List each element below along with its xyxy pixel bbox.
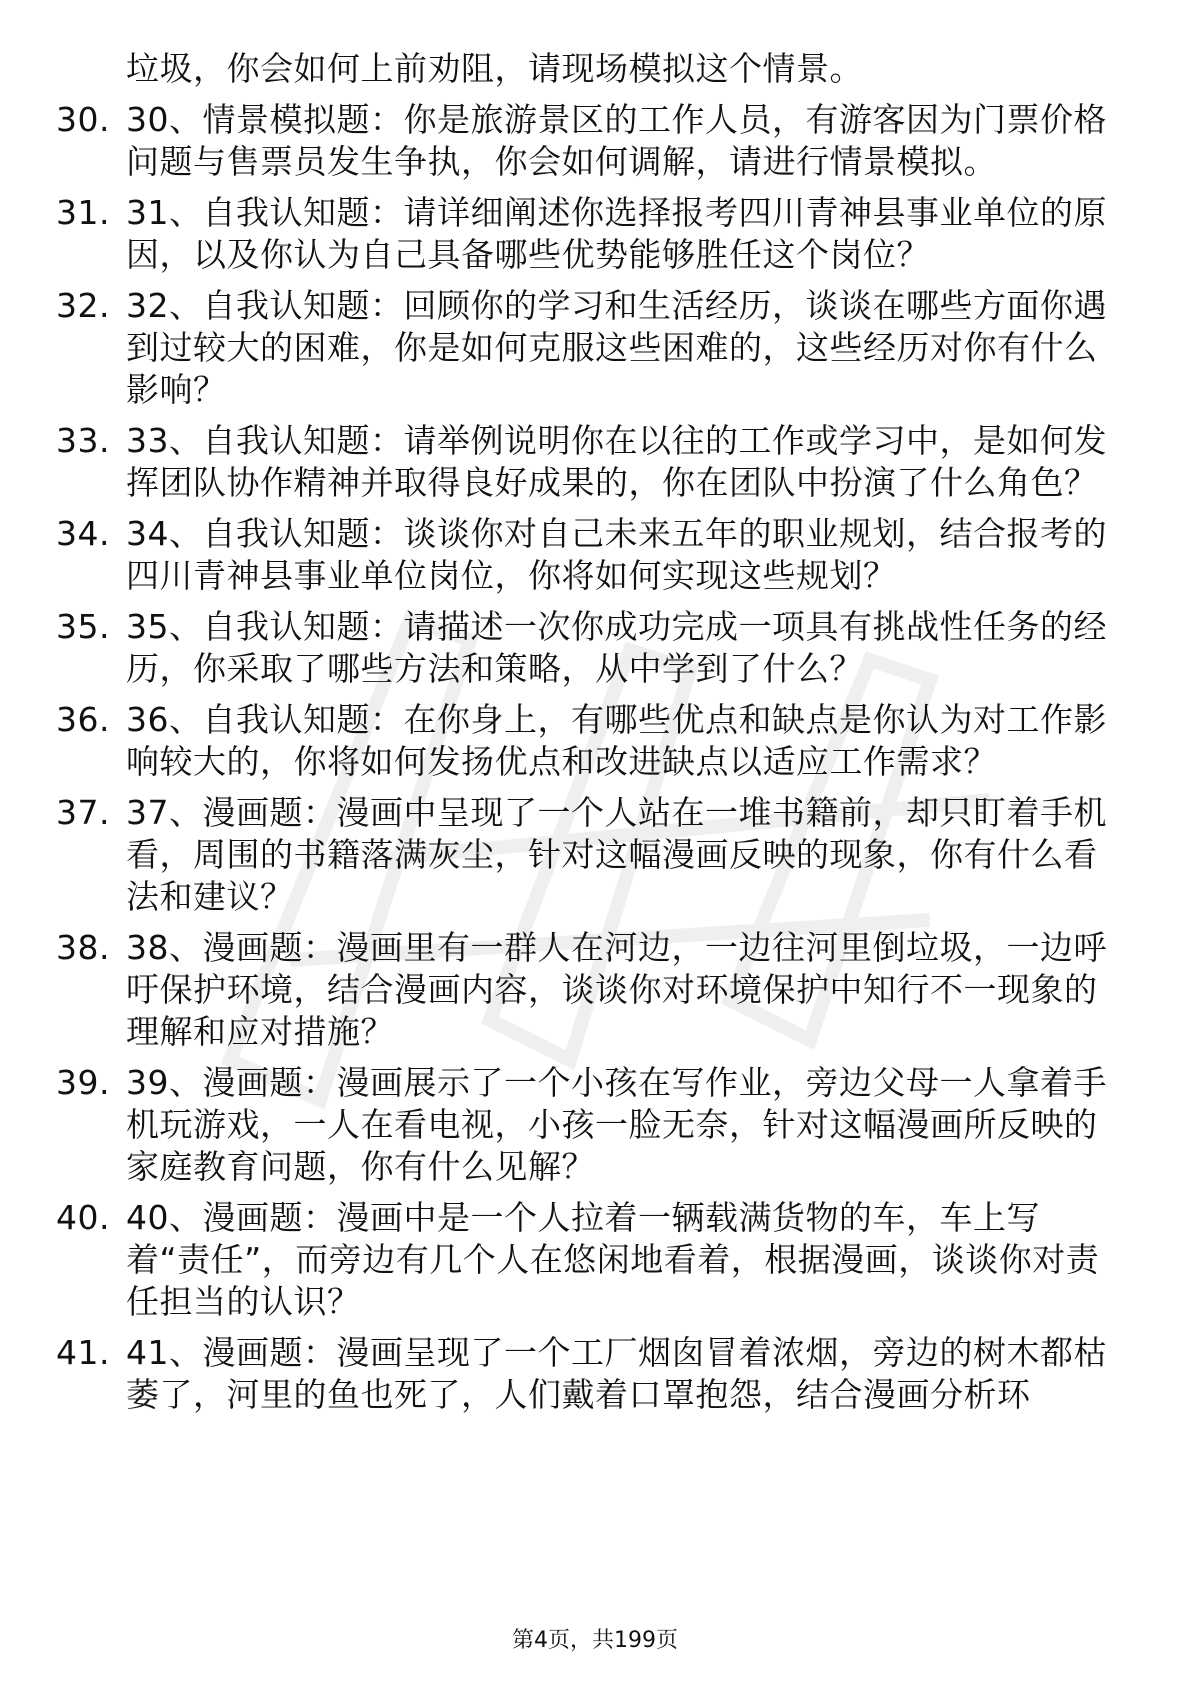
item-number: 38.	[56, 928, 110, 967]
item-text: 34、自我认知题：谈谈你对自己未来五年的职业规划，结合报考的四川青神县事业单位岗位，你将如何实现这些规划？	[126, 514, 1107, 595]
item-text: 37、漫画题：漫画中呈现了一个人站在一堆书籍前，却只盯着手机看，周围的书籍落满灰尘，针对这幅漫画反映的现象，你有什么看法和建议？	[126, 793, 1107, 916]
item-number: 34.	[56, 514, 110, 553]
item-text: 30、情景模拟题：你是旅游景区的工作人员，有游客因为门票价格问题与售票员发生争执，你会如何调解，请进行情景模拟。	[126, 100, 1107, 181]
page-footer	[0, 1627, 1190, 1655]
item-number: 31.	[56, 193, 110, 232]
item-number: 36.	[56, 700, 110, 739]
item-text: 33、自我认知题：请举例说明你在以往的工作或学习中，是如何发挥团队协作精神并取得良好成果的，你在团队中扮演了什么角色？	[126, 421, 1107, 502]
list-item	[56, 192, 1116, 276]
item-text: 35、自我认知题：请描述一次你成功完成一项具有挑战性任务的经历，你采取了哪些方法和策略，从中学到了什么？	[126, 607, 1107, 688]
list-item	[56, 420, 1116, 504]
list-item	[56, 1332, 1116, 1416]
item-number: 39.	[56, 1063, 110, 1102]
item-number: 30.	[56, 100, 110, 139]
list-item	[56, 606, 1116, 690]
item-number: 32.	[56, 286, 110, 325]
item-text: 39、漫画题：漫画展示了一个小孩在写作业，旁边父母一人拿着手机玩游戏，一人在看电视，小孩一脸无奈，针对这幅漫画所反映的家庭教育问题，你有什么见解？	[126, 1063, 1107, 1186]
item-text: 40、漫画题：漫画中是一个人拉着一辆载满货物的车，车上写着“责任”，而旁边有几个人在悠闲地看着，根据漫画，谈谈你对责任担当的认识？	[126, 1198, 1100, 1321]
list-item	[56, 1062, 1116, 1188]
item-number: 41.	[56, 1333, 110, 1372]
item-number: 33.	[56, 421, 110, 460]
item-text: 41、漫画题：漫画呈现了一个工厂烟囱冒着浓烟，旁边的树木都枯萎了，河里的鱼也死了，人们戴着口罩抱怨，结合漫画分析环	[126, 1333, 1107, 1414]
page-number-label: 第4页，共199页	[512, 1628, 678, 1653]
list-item	[56, 99, 1116, 183]
list-item	[126, 48, 1116, 90]
item-text: 36、自我认知题：在你身上，有哪些优点和缺点是你认为对工作影响较大的，你将如何发扬优点和改进缺点以适应工作需求？	[126, 700, 1107, 781]
item-text: 32、自我认知题：回顾你的学习和生活经历，谈谈在哪些方面你遇到过较大的困难，你是如何克服这些困难的，这些经历对你有什么影响？	[126, 286, 1107, 409]
item-number: 40.	[56, 1198, 110, 1237]
item-number: 35.	[56, 607, 110, 646]
question-list	[0, 48, 1190, 1425]
list-item	[56, 927, 1116, 1053]
list-item	[56, 513, 1116, 597]
list-item	[56, 699, 1116, 783]
item-text: 垃圾，你会如何上前劝阻，请现场模拟这个情景。	[126, 49, 863, 88]
item-text: 38、漫画题：漫画里有一群人在河边，一边往河里倒垃圾，一边呼吁保护环境，结合漫画内容，谈谈你对环境保护中知行不一现象的理解和应对措施？	[126, 928, 1107, 1051]
list-item	[56, 792, 1116, 918]
item-text: 31、自我认知题：请详细阐述你选择报考四川青神县事业单位的原因，以及你认为自己具备哪些优势能够胜任这个岗位？	[126, 193, 1107, 274]
list-item	[56, 1197, 1116, 1323]
list-item	[56, 285, 1116, 411]
item-number: 37.	[56, 793, 110, 832]
